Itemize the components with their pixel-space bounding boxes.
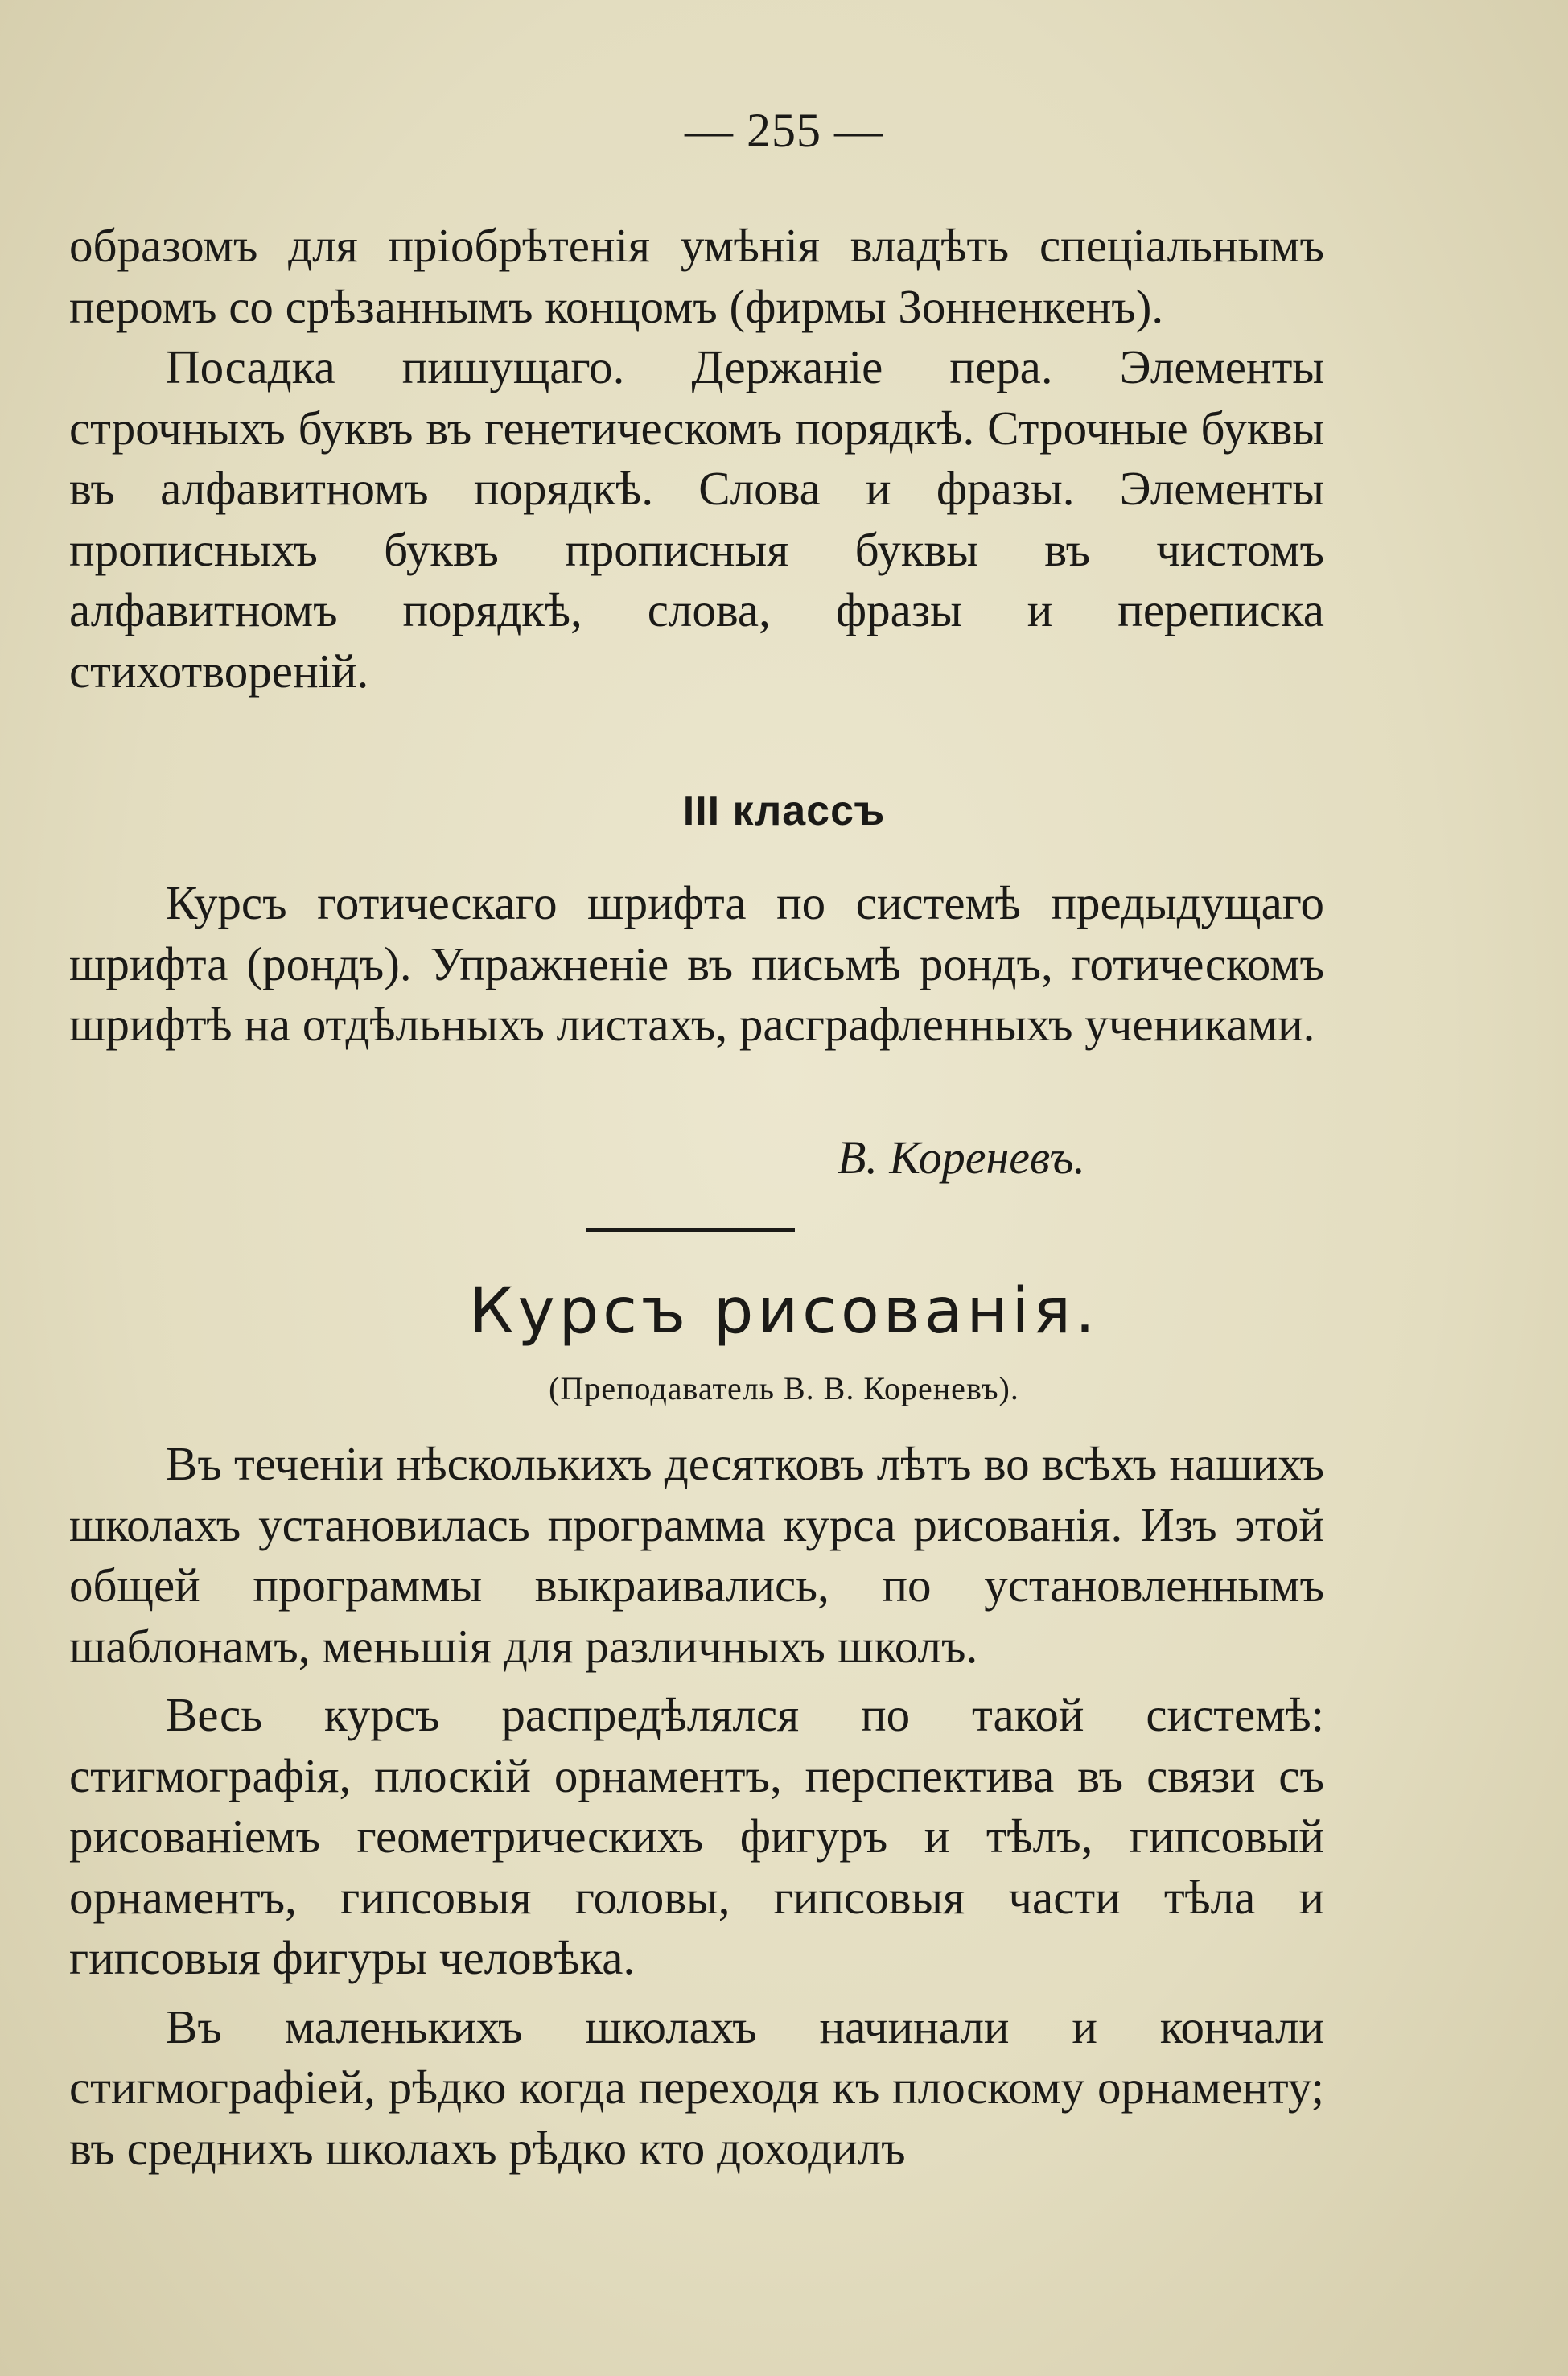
paragraph: Въ маленькихъ школахъ начинали и кончали стигмографіей, рѣдко когда переходя къ плоскому орнаменту; въ среднихъ школахъ рѣдко кто доходилъ bbox=[69, 1999, 1324, 2175]
paragraph: Курсъ готическаго шрифта по системѣ предыдущаго шрифта (рондъ). Упражненіе въ письмѣ рондъ, готическомъ шрифтѣ на отдѣльныхъ листахъ, расграфленныхъ учениками. bbox=[69, 876, 1324, 1051]
course-subtitle: (Преподаватель В. В. Кореневъ). bbox=[549, 1370, 1019, 1406]
paragraph: Въ теченіи нѣсколькихъ десятковъ лѣтъ во всѣхъ нашихъ школахъ установилась программа курса рисованія. Изъ этой общей программы выкраивались, по установленнымъ шаблонамъ, меньшія для различныхъ школъ. bbox=[69, 1437, 1324, 1673]
author-signature: В. Кореневъ. bbox=[837, 1131, 1085, 1184]
paragraph: образомъ для пріобрѣтенія умѣнія владѣть спеціальнымъ перомъ со срѣзаннымъ концомъ (фирмы Зонненкенъ). bbox=[69, 219, 1324, 333]
course-title: Курсъ рисованія. bbox=[469, 1275, 1099, 1348]
paragraph: Посадка пишущаго. Держаніе пера. Элементы строчныхъ буквъ въ генетическомъ порядкѣ. Строчные буквы въ алфавитномъ порядкѣ. Слова и фразы. Элементы прописныхъ буквъ прописныя буквы въ чистомъ алфавитномъ порядкѣ, слова, фразы и переписка стихотвореній. bbox=[69, 340, 1324, 698]
page-number: — 255 — bbox=[685, 104, 883, 157]
paragraph: Весь курсъ распредѣлялся по такой системѣ: стигмографія, плоскій орнаментъ, перспектива въ связи съ рисованіемъ геометрическихъ фигуръ и тѣлъ, гипсовый орнаментъ, гипсовыя головы, гипсовыя части тѣла и гипсовыя фигуры человѣка. bbox=[69, 1688, 1324, 1984]
section-writing-course-end bbox=[69, 216, 1324, 702]
class-heading: III классъ bbox=[682, 788, 886, 834]
section-drawing-course bbox=[69, 1434, 1324, 2179]
section-divider bbox=[586, 1228, 795, 1232]
section-third-class bbox=[69, 873, 1324, 1056]
